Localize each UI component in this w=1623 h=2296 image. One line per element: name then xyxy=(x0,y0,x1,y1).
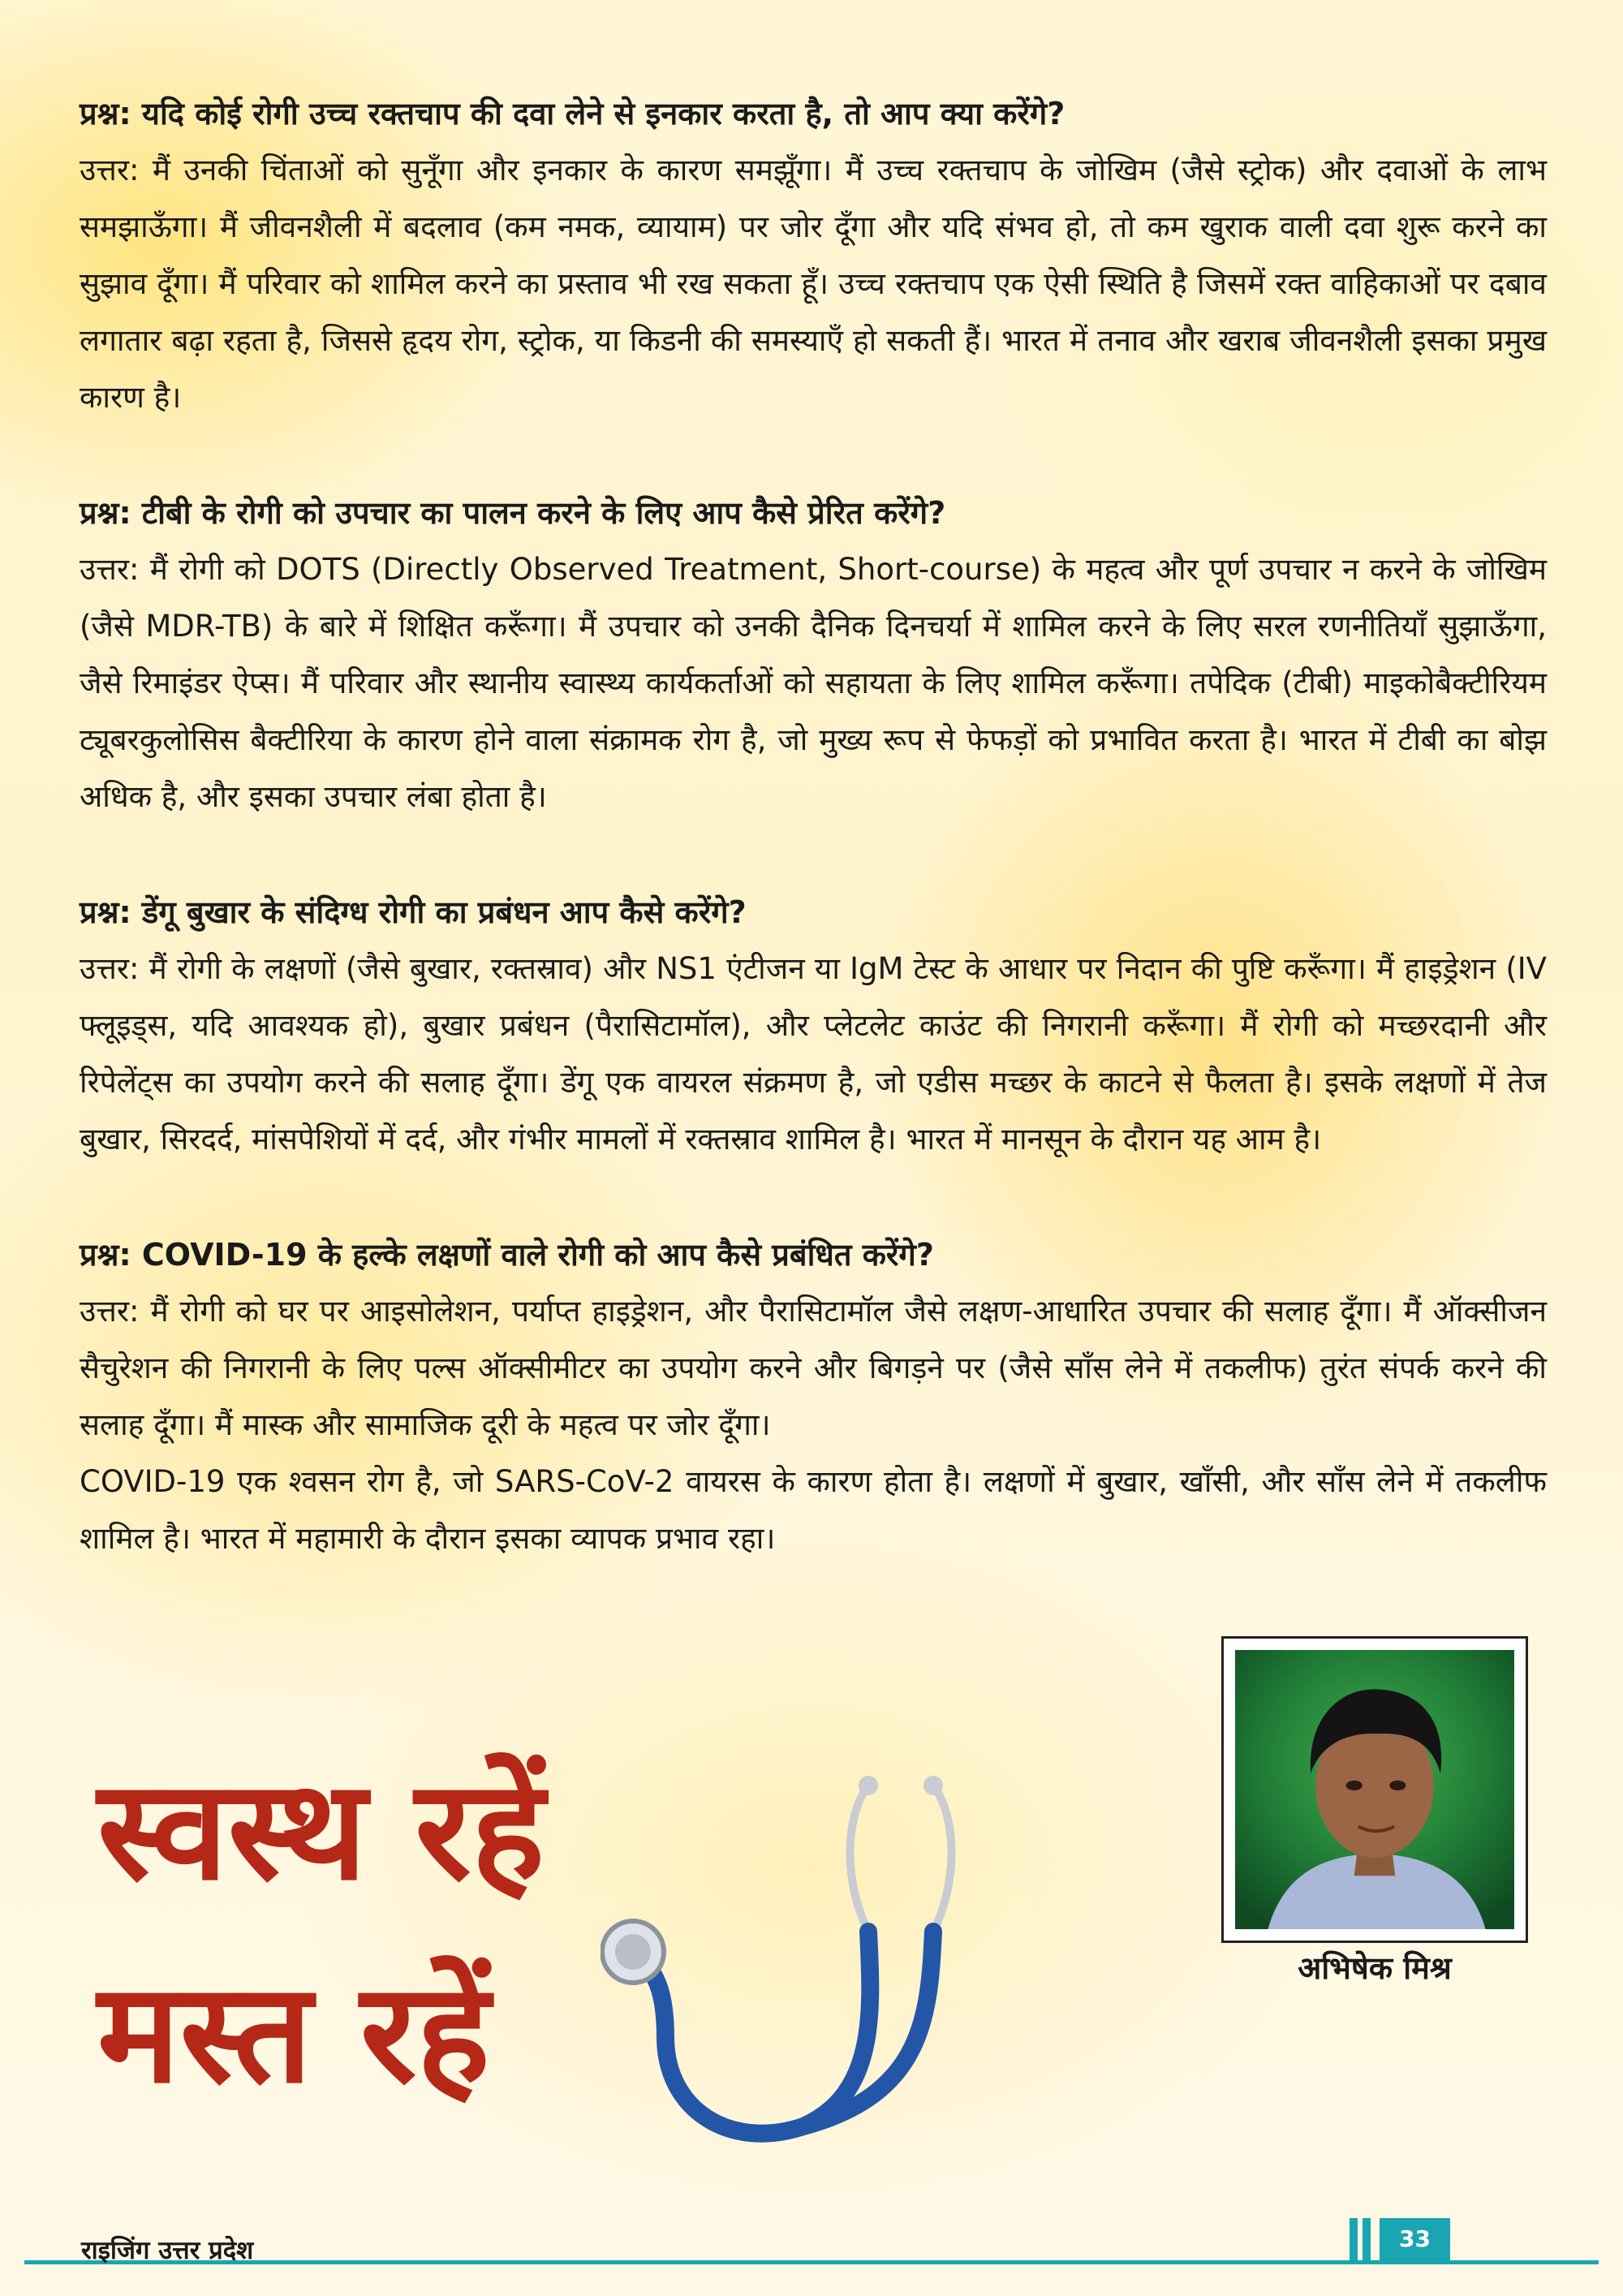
stethoscope-icon xyxy=(601,1769,990,2151)
question-heading: प्रश्न: डेंगू बुखार के संदिग्ध रोगी का प्रबंधन आप कैसे करेंगे? xyxy=(80,894,747,930)
footer-divider xyxy=(24,2260,1599,2264)
author-photo xyxy=(1221,1636,1528,1943)
person-photo-icon xyxy=(1235,1650,1514,1929)
qa-block-tb xyxy=(80,485,1547,825)
question-heading: प्रश्न: टीबी के रोगी को उपचार का पालन करने के लिए आप कैसे प्रेरित करेंगे? xyxy=(80,495,946,531)
answer-text-continued: COVID-19 एक श्वसन रोग है, जो SARS-CoV-2 वायरस के कारण होता है। लक्षणों में बुखार, खाँसी, और साँस लेने में तकलीफ शामिल है। भारत में महामारी के दौरान इसका व्यापक प्रभाव रहा। xyxy=(80,1464,1547,1556)
answer-text: उत्तर: मैं उनकी चिंताओं को सुनूँगा और इनकार के कारण समझूँगा। मैं उच्च रक्तचाप के जोखिम (जैसे स्ट्रोक) और दवाओं के लाभ समझाऊँगा। मैं जीवनशैली में बदलाव (कम नमक, व्यायाम) पर जोर दूँगा और यदि संभव हो, तो कम खुराक वाली दवा शुरू करने का सुझाव दूँगा। मैं परिवार को शामिल करने का प्रस्ताव भी रख सकता हूँ। उच्च रक्तचाप एक ऐसी स्थिति है जिसमें रक्त वाहिकाओं पर दबाव लगातार बढ़ा रहता है, जिससे हृदय रोग, स्ट्रोक, या किडनी की समस्याएँ हो सकती हैं। भारत में तनाव और खराब जीवनशैली इसका प्रमुख कारण है। xyxy=(80,153,1547,415)
author-name: अभिषेक मिश्र xyxy=(1298,1950,1452,1986)
qa-block-covid xyxy=(80,1226,1547,1567)
answer-text: उत्तर: मैं रोगी को DOTS (Directly Observed Treatment, Short-course) के महत्व और पूर्ण उपचार न करने के जोखिम (जैसे MDR-TB) के बारे में शिक्षित करूँगा। मैं उपचार को उनकी दैनिक दिनचर्या में शामिल करने के लिए सरल रणनीतियाँ सुझाऊँगा, जैसे रिमाइंडर ऐप्स। मैं परिवार और स्थानीय स्वास्थ्य कार्यकर्ताओं को सहायता के लिए शामिल करूँगा। तपेदिक (टीबी) माइकोबैक्टीरियम ट्यूबरकुलोसिस बैक्टीरिया के कारण होने वाला संक्रामक रोग है, जो मुख्य रूप से फेफड़ों को प्रभावित करता है। भारत में टीबी का बोझ अधिक है, और इसका उपचार लंबा होता है। xyxy=(80,552,1547,814)
page-number-bars xyxy=(1350,2218,1375,2260)
page-number: 33 xyxy=(1380,2218,1450,2260)
qa-block-hypertension xyxy=(80,85,1547,426)
question-heading: प्रश्न: COVID-19 के हल्के लक्षणों वाले रोगी को आप कैसे प्रबंधित करेंगे? xyxy=(80,1237,934,1273)
answer-text: उत्तर: मैं रोगी को घर पर आइसोलेशन, पर्याप्त हाइड्रेशन, और पैरासिटामॉल जैसे लक्षण-आधारित उपचार की सलाह दूँगा। मैं ऑक्सीजन सैचुरेशन की निगरानी के लिए पल्स ऑक्सीमीटर का उपयोग करने और बिगड़ने पर (जैसे साँस लेने में तकलीफ) तुरंत संपर्क करने की सलाह दूँगा। मैं मास्क और सामाजिक दूरी के महत्व पर जोर दूँगा। xyxy=(80,1294,1547,1442)
magazine-title: राइजिंग उत्तर प्रदेश xyxy=(81,2236,254,2265)
qa-block-dengue xyxy=(80,884,1547,1168)
answer-text: उत्तर: मैं रोगी के लक्षणों (जैसे बुखार, रक्तस्राव) और NS1 एंटीजन या IgM टेस्ट के आधार पर निदान की पुष्टि करूँगा। मैं हाइड्रेशन (IV फ्लूइड्स, यदि आवश्यक हो), बुखार प्रबंधन (पैरासिटामॉल), और प्लेटलेट काउंट की निगरानी करूँगा। मैं रोगी को मच्छरदानी और रिपेलेंट्स का उपयोग करने की सलाह दूँगा। डेंगू एक वायरल संक्रमण है, जो एडीस मच्छर के काटने से फैलता है। इसके लक्षणों में तेज बुखार, सिरदर्द, मांसपेशियों में दर्द, और गंभीर मामलों में रक्तस्राव शामिल है। भारत में मानसून के दौरान यह आम है। xyxy=(80,951,1547,1157)
question-heading: प्रश्न: यदि कोई रोगी उच्च रक्तचाप की दवा लेने से इनकार करता है, तो आप क्या करेंगे? xyxy=(80,96,1065,131)
slogan-line-2: मस्त रहें xyxy=(97,1952,490,2114)
article-body xyxy=(80,85,1547,1626)
slogan-line-1: स्वस्थ रहें xyxy=(97,1749,545,1911)
